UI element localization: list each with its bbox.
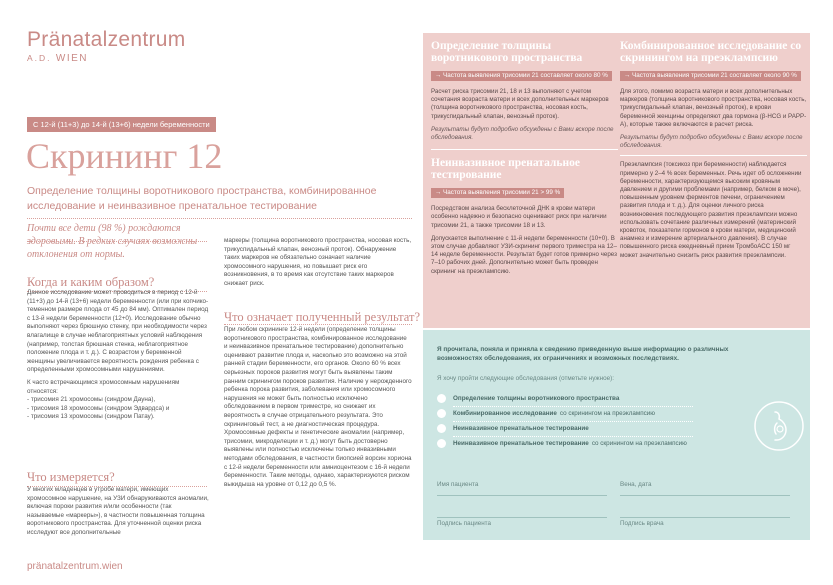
option-nipt-pe[interactable]	[437, 438, 687, 449]
divider	[431, 149, 618, 150]
divider	[27, 218, 412, 219]
consent-form	[423, 330, 810, 540]
radio-button[interactable]	[437, 439, 446, 448]
when-text	[27, 289, 209, 422]
logo-sub-left: A.D.	[27, 53, 52, 63]
nt-rate-badge: → Частота выявления трисомии 21 составляет около 80 %	[431, 71, 612, 81]
result-text: При любом скрининге 12-й недели (определение толщины воротникового пространства, комбинированное исследование и неинвазивное пренатальное тестирование) дополнительно оценивают развитие плода и, насколько это возможно на этой ранней стадии беременности, его органов. Около 60 % всех серьезных пороков развития могут быть выявлены таким ранним скринингом пороков развития. Наличие у нерожденного ребенка порока развития, заболевания или хромосомного нарушения не может быть полностью исключено обследованием в первом триместре, но снижает их вероятность в случае отрицательного результата. Это скрининговый тест, а не диагностическая процедура. Хромосомные дефекты и генетические аномалии (например, трисомии, микроделеции и т. д.) могут быть достоверно выявлены или полностью исключены только инвазивными методами обследования, в частности биопсией ворсин хориона с 12-й недели беременности или амниоцентезом с 16-й недели беременности. Такие методы, однако, характеризуются риском выкидыша на уровне от 0,12 до 0,5 %.	[224, 326, 412, 488]
radio-button[interactable]	[437, 424, 446, 433]
divider	[453, 421, 693, 422]
page-title: Скрининг 12	[26, 136, 223, 176]
divider	[620, 155, 807, 156]
nipt-text	[431, 205, 618, 276]
page-subtitle: Определение толщины воротникового пространства, комбинированное исследование и неинвазивное пренатальное тестирование	[27, 185, 377, 212]
logo-sub-right: WIEN	[55, 53, 89, 64]
nt-note: Результаты будут подробно обсуждены с Вами вскоре после обследования.	[431, 125, 614, 142]
date-line[interactable]	[620, 495, 790, 496]
combo-rate-badge: → Частота выявления трисомии 21 составляет около 90 %	[620, 71, 801, 81]
radio-button[interactable]	[437, 409, 446, 418]
trisomy-item: - трисомия 21 хромосомы (синдром Дауна),	[27, 396, 156, 404]
divider	[453, 436, 693, 437]
nipt-paragraph: Посредством анализа бесклеточной ДНК в крови матери особенно надежно и безопасно оценивают риск при наличии трисомии 21, а также трисомии 18 и 13.	[431, 205, 607, 229]
consent-text: Я прочитала, поняла и приняла к сведению приведенную выше информацию о различных возможностях обследования, их ограничениях и возможных последствиях.	[437, 346, 729, 362]
combo-text	[620, 88, 807, 150]
nt-column	[431, 40, 618, 276]
footer-url[interactable]: pränatalzentrum.wien	[27, 561, 123, 572]
pregnancy-icon	[753, 400, 805, 452]
patient-signature-label: Подпись пациента	[437, 520, 491, 527]
option-suffix: со скринингом на преэклампсию	[591, 440, 687, 447]
option-label: Неинвазивное пренатальное тестирование	[453, 440, 589, 447]
nt-text	[431, 88, 618, 142]
combo-paragraph: Для этого, помимо возраста матери и всех дополнительных маркеров (толщина воротникового пространства, носовая кость, трикуспидальный клапан, венозный проток), в крови беременной женщины определяют два гормона (β-HCG и PAPP-A), которые также включаются в расчет риска.	[620, 88, 807, 128]
option-nipt[interactable]	[437, 423, 592, 434]
logo-name: Pränatalzentrum	[27, 28, 186, 51]
nipt-rate-badge: → Частота выявления трисомии 21 > 99 %	[431, 188, 564, 198]
nt-heading: Определение толщины воротникового пространства	[431, 40, 583, 64]
nt-paragraph: Расчет риска трисомии 21, 18 и 13 выполняют с учетом сочетания возраста матери и всех дополнительных маркеров (толщина воротникового пространства, носовая кость, трикуспидальный клапан, венозный проток).	[431, 88, 609, 120]
result-heading: Что означает полученный результат?	[224, 310, 421, 324]
intro-text: Почти все дети (98 %) рождаются здоровыми. В редких случаях возможны отклонения от нормы.	[27, 223, 198, 260]
combo-heading: Комбинированное исследование со скринингом на преэклампсию	[620, 40, 802, 64]
divider	[224, 324, 412, 325]
nipt-paragraph-2: Допускается выполнение с 11-й недели беременности (10+0). В этом случае добавляют УЗИ-скрининг первого триместра на 12–14 неделе беременности. Результат будет готов примерно через 7–10 рабочих дней. Дополнительно может быть проведен скрининг на преэклампсию.	[431, 234, 617, 275]
option-nt[interactable]	[437, 393, 622, 404]
doctor-signature-line[interactable]	[620, 517, 790, 518]
weeks-badge: С 12-й (11+3) до 14-й (13+6) недели беременности	[27, 117, 216, 132]
doctor-signature-label: Подпись врача	[620, 520, 664, 527]
info-panel	[423, 33, 810, 328]
patient-name-line[interactable]	[437, 495, 607, 496]
when-paragraph-1: Данное исследование может проводиться в период с 12-й (11+3) до 14-й (13+6) недели беременности (или при копчико-теменном размере плода от 45 до 84 мм). Оптимален период с 13-й недели беременности (12+0). Исследование обычно выполняют через брюшную стенку, при необходимости через влагалище в случае неблагоприятных условий наблюдения (например, толстая брюшная стенка, неблагоприятное положение плода и т. д.). С возрастом у беременной женщины увеличивается вероятность рождения ребенка с определенными хромосомными нарушениями.	[27, 289, 209, 374]
option-suffix: со скринингом на преэклампсию	[559, 410, 656, 417]
option-label: Комбинированное исследование	[453, 410, 557, 417]
what-text-continued: маркеры (толщина воротникового пространства, носовая кость, трикуспидальный клапан, венозный проток). Обнаружение таких маркеров не обязательно означает наличие хромосомного нарушения, но повышает риск его возникновения, в то время как отсутствие таких маркеров снижает риск.	[224, 237, 412, 287]
combo-note: Результаты будут подробно обсуждены с Вами вскоре после обследования.	[620, 134, 803, 150]
option-label: Неинвазивное пренатальное тестирование	[453, 425, 589, 432]
preeclampsia-text: Преэклампсия (токсикоз при беременности) наблюдается примерно у 2–4 % всех беременных. Речь идет об осложнении беременности, характеризующемся высоким кровяным давлением и другими проблемами (например, белком в моче), повышенным уровнем ферментов печени, ограничением развития плода и т. д.). Для оценки личного риска возникновения последующего развития преэклампсии можно использовать сочетание различных измерений (материнский кровоток, показатели гормонов в крови матери, медицинский анамнез и измерение артериального давления). В случае повышенного риска ежедневный прием ТромбоАСС 150 мг может значительно снизить риск развития преэклампсии.	[620, 161, 802, 259]
consent-question: Я хочу пройти следующие обследования (отметьте нужное):	[437, 375, 614, 382]
divider	[453, 406, 693, 407]
divider	[27, 241, 207, 242]
option-combined[interactable]	[437, 408, 655, 419]
what-text: У многих младенцев в утробе матери, имеющих хромосомное нарушение, на УЗИ обнаруживаются аномалии, включая пороки развития и/или особенности (так называемые «маркеры»), в частности повышенная толщина воротникового пространства. Для уточненной оценки риска исследуют все дополнительные	[27, 486, 209, 536]
patient-name-label: Имя пациента	[437, 481, 479, 488]
option-label: Определение толщины воротникового пространства	[453, 395, 620, 402]
when-heading: Когда и каким образом?	[27, 275, 155, 289]
what-heading: Что измеряется?	[27, 470, 115, 484]
nipt-heading: Неинвазивное пренатальное тестирование	[431, 157, 580, 182]
logo	[27, 28, 186, 64]
radio-button[interactable]	[437, 394, 446, 403]
when-paragraph-2: К часто встречающимся хромосомным нарушениям относятся:	[27, 378, 180, 395]
logo-sub	[27, 53, 186, 64]
trisomy-item: - трисомия 18 хромосомы (синдром Эдвардса) и	[27, 404, 170, 412]
trisomy-item: - трисомия 13 хромосомы (синдром Патау).	[27, 413, 155, 421]
combo-column	[620, 40, 807, 260]
patient-signature-line[interactable]	[437, 517, 607, 518]
date-label: Вена, дата	[620, 481, 652, 488]
